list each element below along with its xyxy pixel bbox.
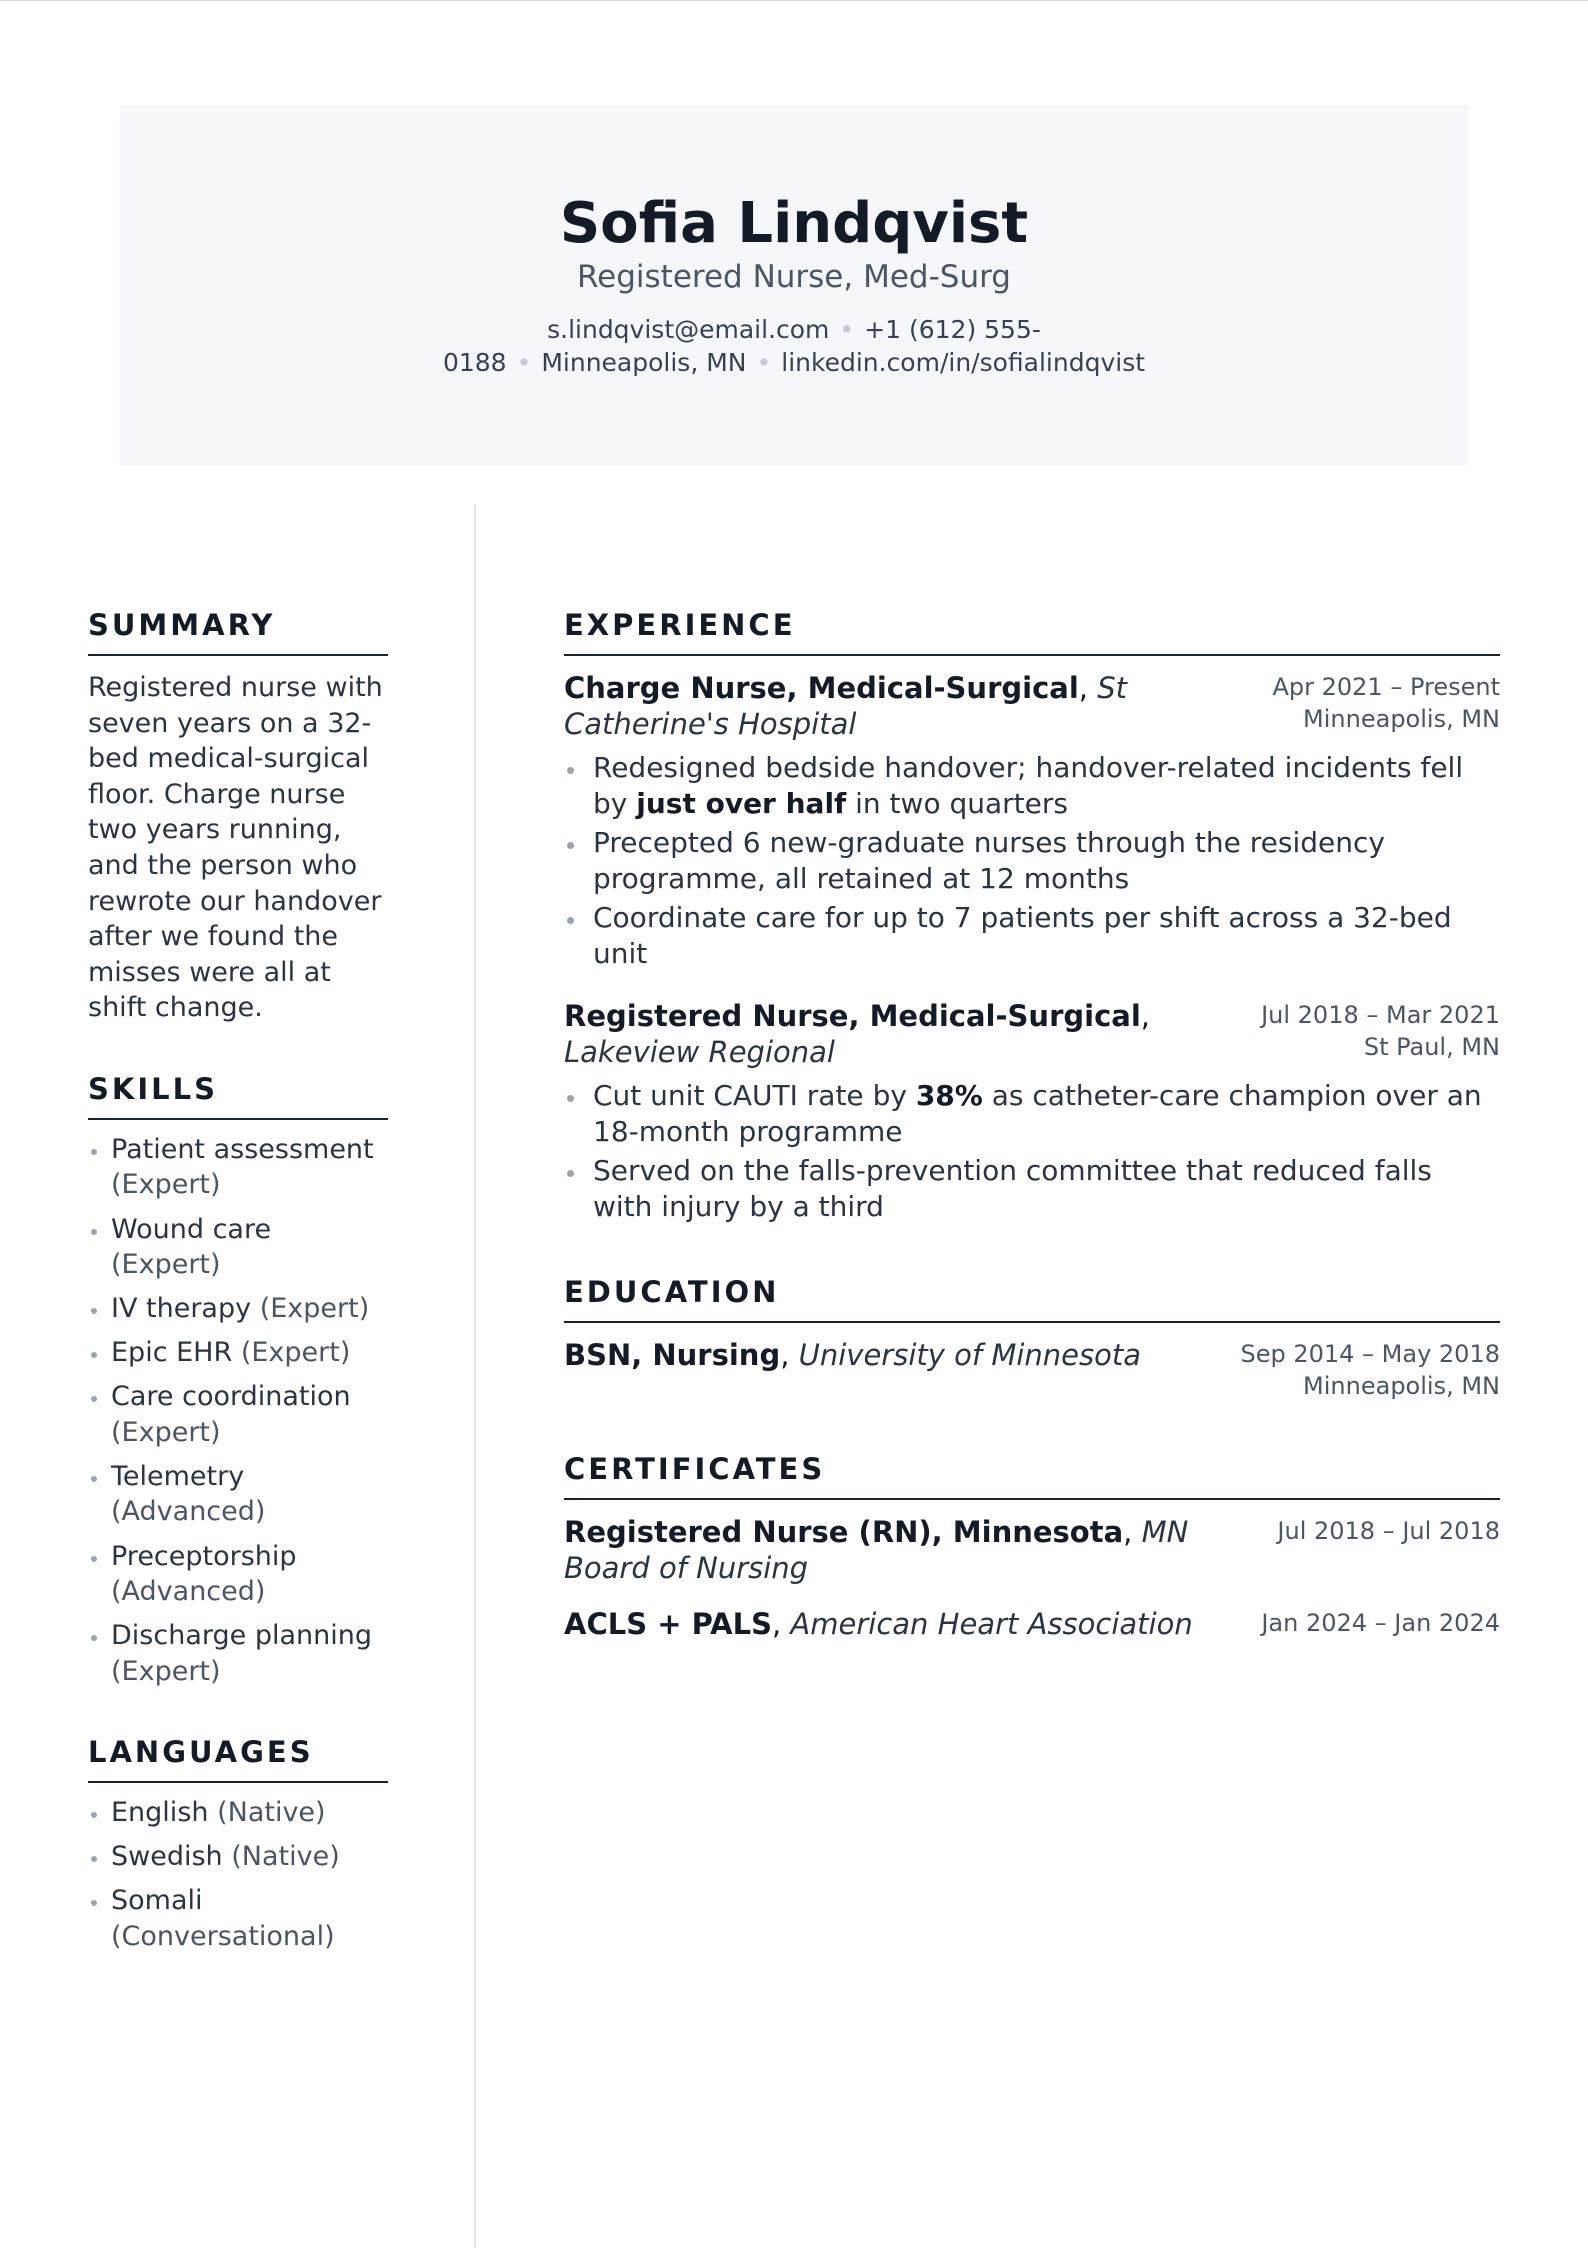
summary-section [88, 606, 388, 1026]
language-level: (Native) [231, 1841, 340, 1873]
column-divider [474, 504, 476, 2248]
job-bullet: Served on the falls-prevention committee that reduced falls with injury by a third [564, 1153, 1500, 1225]
skills-list [88, 1132, 388, 1689]
certificate-line: Registered Nurse (RN), Minnesota, MN Board of Nursing [564, 1515, 1189, 1585]
certificate-meta [1277, 1514, 1500, 1547]
language-name: Swedish [111, 1841, 223, 1873]
languages-section [88, 1733, 388, 1954]
skill-level: (Expert) [259, 1293, 370, 1325]
language-level: (Native) [217, 1797, 326, 1829]
certificate-name: Registered Nurse (RN), Minnesota [564, 1515, 1124, 1549]
certificate-entry [564, 1606, 1500, 1642]
job-title-line: Registered Nurse, Medical-Surgical, Lakeview Regional [564, 999, 1150, 1069]
skill-item [88, 1459, 388, 1530]
skill-name: IV therapy [111, 1293, 252, 1325]
certificate-dates: Jan 2024 – Jan 2024 [1261, 1609, 1500, 1637]
education-meta [1240, 1337, 1500, 1402]
contact-phone[interactable]: +1 (612) 555-0188 [442, 315, 1041, 377]
education-entry [564, 1337, 1500, 1402]
job-org: St Catherine's Hospital [564, 671, 1127, 741]
separator-dot-icon: • [756, 348, 772, 377]
contact-linkedin[interactable]: linkedin.com/in/sofialindqvist [781, 348, 1146, 377]
job-location: Minneapolis, MN [1303, 705, 1500, 733]
job-bullets [564, 1078, 1500, 1225]
skill-level: (Expert) [240, 1337, 351, 1369]
education-section [564, 1273, 1500, 1402]
skill-level: (Advanced) [111, 1496, 266, 1528]
experience-entry [564, 670, 1500, 972]
resume-header [120, 105, 1468, 465]
language-level: (Conversational) [111, 1920, 335, 1952]
degree-line: BSN, Nursing, University of Minnesota [564, 1338, 1141, 1372]
main-column [564, 606, 1500, 1690]
certificates-heading: CERTIFICATES [564, 1450, 1500, 1500]
job-bullets [564, 750, 1500, 972]
skill-item [88, 1379, 388, 1450]
language-item [88, 1839, 388, 1875]
skill-name: Patient assessment [111, 1133, 374, 1165]
certificate-dates: Jul 2018 – Jul 2018 [1277, 1517, 1500, 1545]
job-location: St Paul, MN [1363, 1033, 1500, 1061]
job-title-line: Charge Nurse, Medical-Surgical, St Catherine's Hospital [564, 671, 1127, 741]
language-name: Somali [111, 1885, 203, 1917]
skill-item [88, 1212, 388, 1283]
page-top-border [0, 0, 1588, 1]
school: University of Minnesota [798, 1338, 1141, 1372]
skill-name: Care coordination [111, 1381, 351, 1413]
skill-name: Discharge planning [111, 1620, 372, 1652]
job-org: Lakeview Regional [564, 1035, 835, 1069]
job-role: Registered Nurse, Medical-Surgical [564, 999, 1141, 1033]
languages-list [88, 1795, 388, 1954]
job-dates: Apr 2021 – Present [1272, 673, 1500, 701]
sidebar [88, 606, 388, 1998]
job-role: Charge Nurse, Medical-Surgical [564, 671, 1079, 705]
certificate-issuer: American Heart Association [790, 1607, 1193, 1641]
skill-name: Preceptorship [111, 1540, 297, 1572]
skill-name: Telemetry [111, 1460, 245, 1492]
skill-item [88, 1618, 388, 1689]
experience-entry [564, 998, 1500, 1225]
education-heading: EDUCATION [564, 1273, 1500, 1323]
contact-email[interactable]: s.lindqvist@email.com [547, 315, 830, 344]
skills-section [88, 1070, 388, 1689]
skill-name: Wound care [111, 1213, 272, 1245]
skill-level: (Expert) [111, 1416, 221, 1448]
certificate-name: ACLS + PALS [564, 1607, 772, 1641]
job-meta [1261, 998, 1500, 1063]
skill-level: (Expert) [111, 1249, 221, 1281]
certificate-entry [564, 1514, 1500, 1586]
skills-heading: SKILLS [88, 1070, 388, 1120]
contact-location: Minneapolis, MN [541, 348, 747, 377]
contact-line [424, 313, 1164, 379]
language-item [88, 1883, 388, 1954]
candidate-name: Sofia Lindqvist [559, 191, 1029, 256]
education-dates: Sep 2014 – May 2018 [1240, 1340, 1500, 1368]
skill-item [88, 1335, 388, 1371]
language-name: English [111, 1797, 209, 1829]
skill-level: (Advanced) [111, 1576, 266, 1607]
certificate-line: ACLS + PALS, American Heart Association [564, 1607, 1193, 1641]
languages-heading: LANGUAGES [88, 1733, 388, 1783]
skill-level: (Expert) [111, 1655, 221, 1687]
candidate-headline: Registered Nurse, Med-Surg [577, 259, 1011, 295]
certificate-issuer: MN Board of Nursing [564, 1515, 1189, 1585]
certificate-meta [1261, 1606, 1500, 1639]
skill-level: (Expert) [111, 1169, 221, 1201]
job-meta [1272, 670, 1500, 735]
skill-name: Epic EHR [111, 1337, 233, 1369]
skill-item [88, 1291, 388, 1327]
job-bullet: Coordinate care for up to 7 patients per shift across a 32-bed unit [564, 900, 1500, 972]
certificates-section [564, 1450, 1500, 1642]
skill-item [88, 1132, 388, 1203]
summary-heading: SUMMARY [88, 606, 388, 656]
job-bullet: Cut unit CAUTI rate by 38% as catheter-care champion over an 18-month programme [564, 1078, 1500, 1150]
language-item [88, 1795, 388, 1831]
education-location: Minneapolis, MN [1303, 1372, 1500, 1400]
separator-dot-icon: • [516, 348, 532, 377]
summary-text: Registered nurse with seven years on a 32-bed medical-surgical floor. Charge nurse two years running, and the person who rewrote our handover after we found the misses were all at shift change. [88, 672, 383, 1024]
job-bullet: Redesigned bedside handover; handover-related incidents fell by just over half in two quarters [564, 750, 1500, 822]
experience-section [564, 606, 1500, 1225]
experience-heading: EXPERIENCE [564, 606, 1500, 656]
separator-dot-icon: • [839, 315, 855, 344]
job-bullet: Precepted 6 new-graduate nurses through the residency programme, all retained at 12 months [564, 825, 1500, 897]
degree: BSN, Nursing [564, 1338, 781, 1372]
job-dates: Jul 2018 – Mar 2021 [1261, 1001, 1500, 1029]
skill-item [88, 1539, 388, 1610]
